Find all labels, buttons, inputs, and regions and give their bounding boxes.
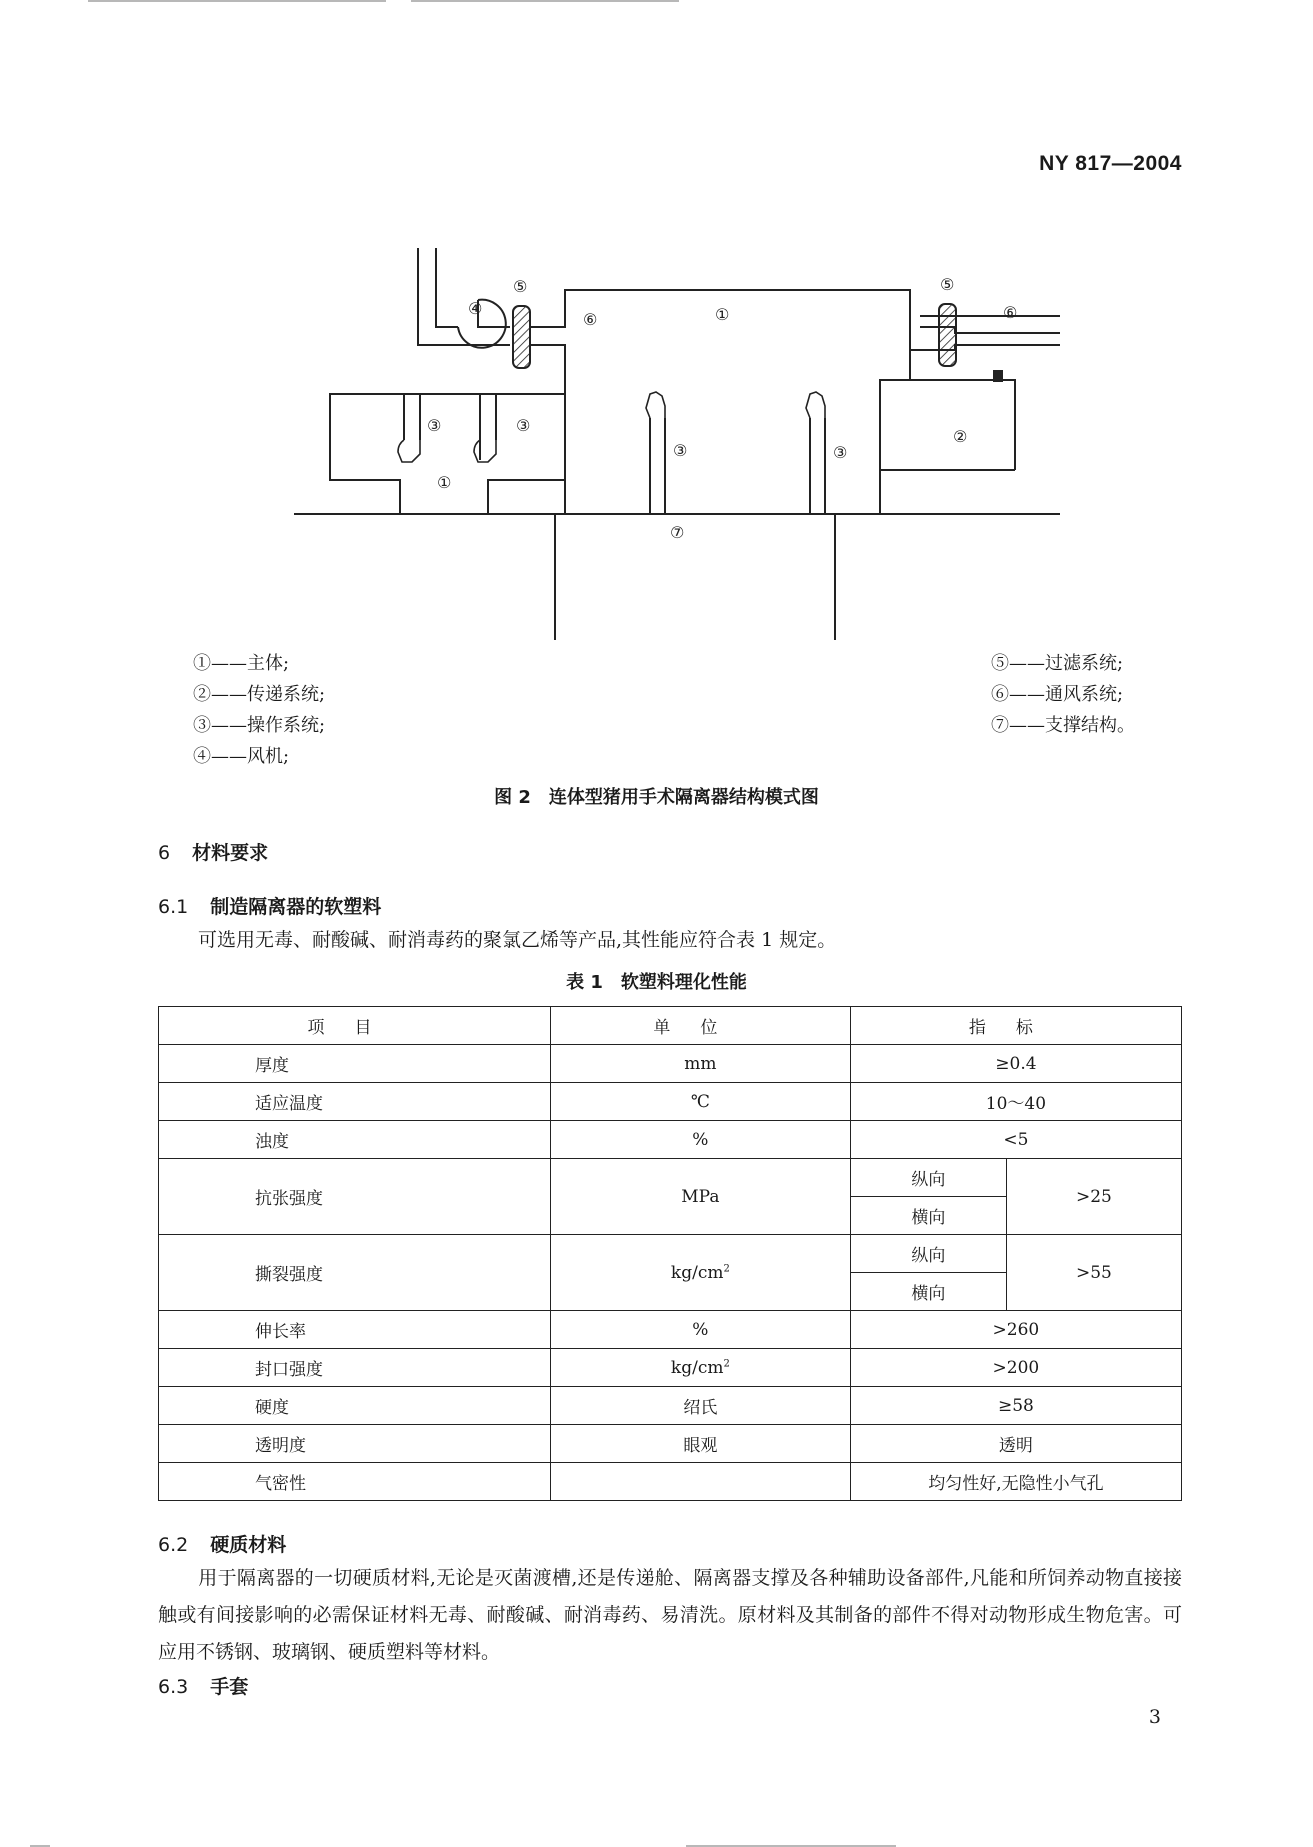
fan-duct: [418, 248, 510, 345]
header-unit: 单位: [550, 1007, 850, 1045]
section-6-heading: 6 材料要求: [158, 842, 269, 864]
label-n2: ②: [953, 427, 968, 446]
table-row: 横向: [159, 1273, 1182, 1311]
figure-legend-right: [991, 648, 1135, 741]
main-body: [565, 418, 650, 514]
label-n4: ④: [468, 299, 483, 318]
section-6-3-heading: 6.3 手套: [158, 1676, 249, 1698]
table-row: 封口强度 $kg/cm^2$ >200: [159, 1349, 1182, 1387]
label-n1: ①: [437, 473, 452, 492]
table-row: 抗张强度 MPa 纵向 >25: [159, 1159, 1182, 1197]
table-row: 浊度 % <5: [159, 1121, 1182, 1159]
legend-item: ①——主体;: [193, 653, 290, 674]
label-n6: ⑥: [1003, 303, 1018, 322]
label-n7: ⑦: [670, 523, 685, 542]
material-properties-table: [158, 1006, 1182, 1501]
glove-icon: [806, 392, 825, 418]
table-row: 透明度 眼观 透明: [159, 1425, 1182, 1463]
label-n6: ⑥: [583, 310, 598, 329]
table-row: 适应温度 ℃ 10～40: [159, 1083, 1182, 1121]
label-n3: ③: [673, 441, 688, 460]
table-title: 表 1 软塑料理化性能: [566, 972, 747, 993]
section-6-1-text: 可选用无毒、耐酸碱、耐消毒药的聚氯乙烯等产品,其性能应符合表 1 规定。: [198, 929, 837, 951]
section-6-2-text: 用于隔离器的一切硬质材料,无论是灭菌渡槽,还是传递舱、隔离器支撑及各种辅助设备部件,凡能和所饲养动物直接接触或有间接影响的必需保证材料无毒、耐酸碱、耐消毒药、易清洗。原材料及其制备的部件不得对动物形成生物危害。可应用不锈钢、玻璃钢、硬质塑料等材料。: [158, 1567, 1182, 1663]
header-item: 项目: [159, 1007, 551, 1045]
glove-icon: [474, 440, 496, 462]
filter-right: [939, 304, 956, 366]
table-row: 横向: [159, 1197, 1182, 1235]
legend-item: ⑦——支撑结构。: [991, 715, 1135, 736]
table-header-row: [159, 1007, 1182, 1045]
label-n5: ⑤: [940, 275, 955, 294]
legend-item: ②——传递系统;: [193, 684, 326, 705]
fan-duct-inner: [436, 248, 458, 327]
transfer-box: [880, 380, 1015, 470]
label-n5: ⑤: [513, 277, 528, 296]
figure-legend-left: [193, 648, 325, 772]
legend-item: ⑥——通风系统;: [991, 684, 1124, 705]
table-row: 伸长率 % >260: [159, 1311, 1182, 1349]
legend-item: ④——风机;: [193, 746, 290, 767]
label-n3: ③: [833, 443, 848, 462]
table-row: 硬度 绍氏 ≥58: [159, 1387, 1182, 1425]
section-6-2-heading: 6.2 硬质材料: [158, 1534, 287, 1556]
label-n3: ③: [427, 416, 442, 435]
label-n3: ③: [516, 416, 531, 435]
isolator-diagram: [0, 230, 1313, 650]
transfer-latch: [993, 370, 1003, 382]
table-row: 撕裂强度 $kg/cm^2$ 纵向 >55: [159, 1235, 1182, 1273]
figure-caption: 图 2 连体型猪用手术隔离器结构模式图: [494, 787, 819, 808]
filter-left: [513, 306, 530, 368]
glove-icon: [398, 440, 420, 462]
label-n1: ①: [715, 305, 730, 324]
table-row: 气密性 均匀性好,无隐性小气孔: [159, 1463, 1182, 1501]
glove-icon: [646, 392, 665, 418]
legend-item: ⑤——过滤系统;: [991, 653, 1124, 674]
header-index: 指标: [850, 1007, 1181, 1045]
left-chamber: [330, 394, 565, 514]
scan-edge-line: [88, 0, 386, 2]
legend-item: ③——操作系统;: [193, 715, 326, 736]
table-row: 厚度 mm ≥0.4: [159, 1045, 1182, 1083]
scan-edge-line: [411, 0, 679, 2]
page-number: 3: [1148, 1706, 1161, 1728]
section-6-1-heading: 6.1 制造隔离器的软塑料: [158, 896, 382, 918]
standard-code: NY 817—2004: [1039, 152, 1182, 175]
